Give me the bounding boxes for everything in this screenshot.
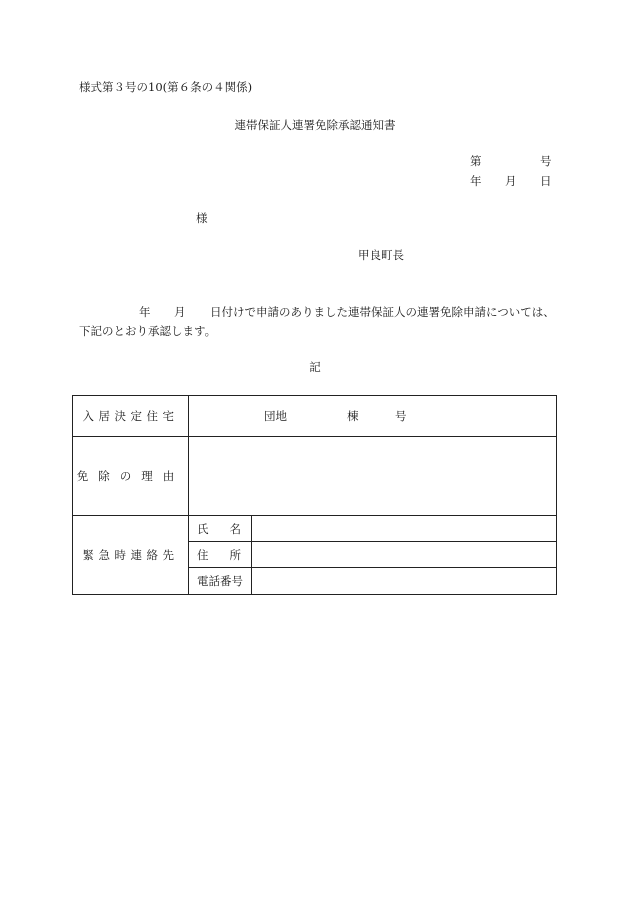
address-label-a: 住	[197, 547, 209, 562]
name-label-a: 氏	[197, 521, 209, 536]
address-label-b: 所	[229, 547, 241, 562]
details-table	[72, 395, 557, 595]
body-date-year: 年	[139, 305, 151, 319]
issue-number-suffix: 号	[540, 154, 552, 168]
residence-cell	[189, 396, 557, 437]
tou-label: 棟	[347, 409, 359, 423]
body-text-line2: 下記のとおり承認します。	[79, 324, 217, 338]
reason-cell	[189, 437, 557, 516]
issue-date-year: 年	[470, 174, 482, 188]
reason-label: 免除の理由	[73, 437, 189, 516]
form-number: 様式第３号の10(第６条の４関係)	[79, 80, 253, 94]
ki-heading: 記	[309, 360, 321, 374]
addressee-honorific: 様	[196, 211, 208, 225]
emergency-contact-label: 緊急時連絡先	[73, 516, 189, 595]
phone-label: 電話番号	[189, 568, 252, 595]
document-title: 連帯保証人連署免除承認通知書	[234, 118, 396, 132]
issue-number-prefix: 第	[470, 154, 482, 168]
gou-label: 号	[395, 409, 407, 423]
issue-date-day: 日	[540, 174, 552, 188]
address-label	[189, 542, 252, 568]
body-text-line1: 日付けで申請のありました連帯保証人の連署免除申請については、	[210, 305, 555, 319]
name-label-b: 名	[229, 521, 241, 536]
body-date-month: 月	[174, 305, 186, 319]
name-cell	[252, 516, 557, 542]
address-cell	[252, 542, 557, 568]
danchi-label: 団地	[264, 409, 287, 423]
name-label	[189, 516, 252, 542]
issuer-name: 甲良町長	[358, 248, 404, 262]
phone-cell	[252, 568, 557, 595]
residence-label: 入居決定住宅	[73, 396, 189, 437]
issue-date-month: 月	[505, 174, 517, 188]
